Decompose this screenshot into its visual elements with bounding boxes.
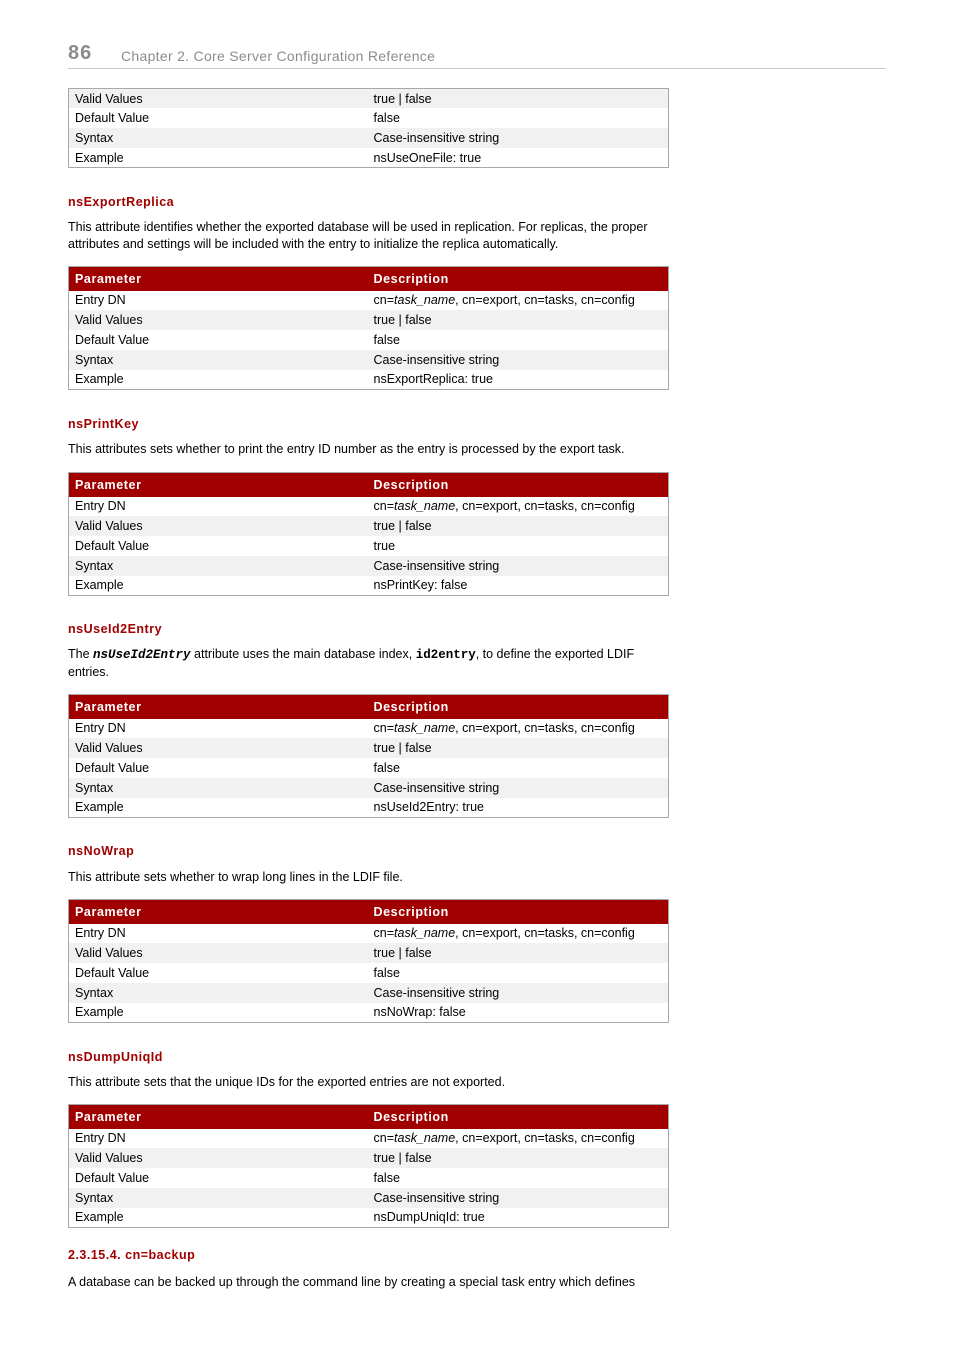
attribute-name-code: nsUseId2Entry <box>93 648 191 662</box>
parameter-cell: Syntax <box>69 983 368 1003</box>
description-cell: true | false <box>368 516 669 536</box>
description-cell: true | false <box>368 943 669 963</box>
table-row <box>69 330 669 350</box>
table-row <box>69 719 669 739</box>
parameter-cell: Entry DN <box>75 499 126 514</box>
parameter-cell: Syntax <box>69 556 368 576</box>
description-cell: Case-insensitive string <box>368 778 669 798</box>
table-header-row <box>69 473 669 497</box>
table-row <box>69 108 669 128</box>
table-row <box>69 983 669 1003</box>
description-cell: true | false <box>368 89 669 109</box>
section-title-nsexportreplica: nsExportReplica <box>68 195 175 209</box>
section-description-nsexportreplica: This attribute identifies whether the exported database will be used in replication. For replicas, the proper attributes and settings will be included with the entry to initialize the replica automatically. <box>68 220 648 251</box>
parameter-cell: Entry DN <box>75 926 126 941</box>
section-description-nsdumpuniqid: This attribute sets that the unique IDs for the exported entries are not exported. <box>68 1075 506 1089</box>
parameter-cell: Syntax <box>69 128 368 148</box>
table-row <box>69 778 669 798</box>
parameter-cell: Syntax <box>69 1188 368 1208</box>
column-header-parameter: Parameter <box>69 695 368 719</box>
description-cell: nsNoWrap: false <box>373 1005 466 1020</box>
table-row <box>69 963 669 983</box>
column-header-description: Description <box>368 900 669 924</box>
description-cell: false <box>373 760 400 775</box>
page-header <box>68 42 886 69</box>
column-header-description: Description <box>368 1105 669 1129</box>
table-row <box>69 738 669 758</box>
section-title-nsdumpuniqid: nsDumpUniqId <box>68 1050 163 1064</box>
parameter-cell: Default Value <box>75 1170 150 1185</box>
table-header-row <box>69 900 669 924</box>
description-cell: nsDumpUniqId: true <box>373 1210 485 1225</box>
table-row <box>69 798 669 818</box>
parameter-cell: Valid Values <box>69 943 368 963</box>
description-cell: Case-insensitive string <box>368 128 669 148</box>
section-title-nsuseid2entry: nsUseId2Entry <box>68 622 163 636</box>
column-header-parameter: Parameter <box>69 267 368 291</box>
parameter-cell: Valid Values <box>69 310 368 330</box>
parameter-cell: Example <box>75 1210 124 1225</box>
description-cell: false <box>373 111 400 126</box>
table-row <box>69 516 669 536</box>
column-header-parameter: Parameter <box>69 473 368 497</box>
parameter-cell: Syntax <box>69 350 368 370</box>
section-description-nsprintkey: This attributes sets whether to print the entry ID number as the entry is processed by the export task. <box>68 442 625 456</box>
parameter-cell: Example <box>75 372 124 387</box>
attribute-table-nsprintkey <box>68 472 669 596</box>
table-row <box>69 497 669 517</box>
description-cell: nsExportReplica: true <box>373 372 494 387</box>
table-row <box>69 536 669 556</box>
section-description-cn-backup: A database can be backed up through the command line by creating a special task entry which defines <box>68 1275 636 1289</box>
parameter-cell: Default Value <box>75 538 150 553</box>
description-cell: true <box>373 538 396 553</box>
table-row <box>69 148 669 168</box>
table-row <box>69 1003 669 1023</box>
section-title-nsprintkey: nsPrintKey <box>68 417 139 431</box>
table-row <box>69 350 669 370</box>
parameter-cell: Default Value <box>75 760 150 775</box>
parameter-cell: Entry DN <box>75 1131 126 1146</box>
description-cell: false <box>373 965 400 980</box>
parameter-cell: Valid Values <box>69 1148 368 1168</box>
chapter-title: Chapter 2. Core Server Configuration Reference <box>121 48 436 64</box>
description-cell: false <box>373 332 400 347</box>
parameter-cell: Valid Values <box>69 89 368 109</box>
description-cell: true | false <box>368 1148 669 1168</box>
parameter-cell: Valid Values <box>69 516 368 536</box>
column-header-parameter: Parameter <box>69 900 368 924</box>
entry-dn-value: cn=task_name, cn=export, cn=tasks, cn=config <box>373 926 635 941</box>
section-description-nsuseid2entry: The nsUseId2Entry attribute uses the main database index, id2entry, to define the exported LDIF entries. <box>68 647 635 679</box>
table-header-row <box>69 267 669 291</box>
table-row <box>69 1208 669 1228</box>
index-name-code: id2entry <box>415 648 476 662</box>
table-header-row <box>69 1105 669 1129</box>
attribute-table-nsexportreplica <box>68 266 669 390</box>
description-cell: nsUseOneFile: true <box>373 150 482 165</box>
table-header-row <box>69 695 669 719</box>
attribute-table-nsdumpuniqid <box>68 1104 669 1228</box>
table-row <box>69 370 669 390</box>
column-header-description: Description <box>368 267 669 291</box>
description-cell: true | false <box>368 310 669 330</box>
table-row <box>69 556 669 576</box>
column-header-description: Description <box>368 473 669 497</box>
table-row <box>69 576 669 596</box>
table-row <box>69 128 669 148</box>
parameter-cell: Example <box>75 150 124 165</box>
entry-dn-value: cn=task_name, cn=export, cn=tasks, cn=config <box>373 721 635 736</box>
table-row <box>69 291 669 311</box>
entry-dn-value: cn=task_name, cn=export, cn=tasks, cn=config <box>373 499 635 514</box>
description-cell: nsUseId2Entry: true <box>373 800 484 815</box>
section-title-cn-backup: 2.3.15.4. cn=backup <box>68 1248 196 1262</box>
description-cell: false <box>373 1170 400 1185</box>
page-number: 86 <box>68 42 93 64</box>
section-description-nsnowrap: This attribute sets whether to wrap long lines in the LDIF file. <box>68 870 403 884</box>
parameter-cell: Entry DN <box>75 293 126 308</box>
table-row <box>69 310 669 330</box>
attribute-table-nsuseid2entry <box>68 694 669 818</box>
attribute-table-nsnowrap <box>68 899 669 1023</box>
description-cell: Case-insensitive string <box>368 350 669 370</box>
parameter-cell: Example <box>75 800 124 815</box>
column-header-parameter: Parameter <box>69 1105 368 1129</box>
table-row <box>69 758 669 778</box>
parameter-cell: Default Value <box>75 965 150 980</box>
parameter-cell: Example <box>75 1005 124 1020</box>
table-row <box>69 89 669 109</box>
table-row <box>69 1168 669 1188</box>
description-cell: Case-insensitive string <box>368 556 669 576</box>
parameter-cell: Entry DN <box>75 721 126 736</box>
parameter-cell: Default Value <box>75 332 150 347</box>
description-cell: Case-insensitive string <box>368 1188 669 1208</box>
description-cell: nsPrintKey: false <box>373 578 468 593</box>
column-header-description: Description <box>368 695 669 719</box>
parameter-cell: Example <box>75 578 124 593</box>
parameter-cell: Syntax <box>69 778 368 798</box>
attribute-table-continued <box>68 88 669 168</box>
parameter-cell: Valid Values <box>69 738 368 758</box>
parameter-cell: Default Value <box>75 111 150 126</box>
description-cell: Case-insensitive string <box>368 983 669 1003</box>
entry-dn-value: cn=task_name, cn=export, cn=tasks, cn=config <box>373 293 635 308</box>
entry-dn-value: cn=task_name, cn=export, cn=tasks, cn=config <box>373 1131 635 1146</box>
table-row <box>69 1148 669 1168</box>
section-title-nsnowrap: nsNoWrap <box>68 844 135 858</box>
table-row <box>69 943 669 963</box>
table-row <box>69 1188 669 1208</box>
table-row <box>69 924 669 944</box>
table-row <box>69 1129 669 1149</box>
description-cell: true | false <box>368 738 669 758</box>
